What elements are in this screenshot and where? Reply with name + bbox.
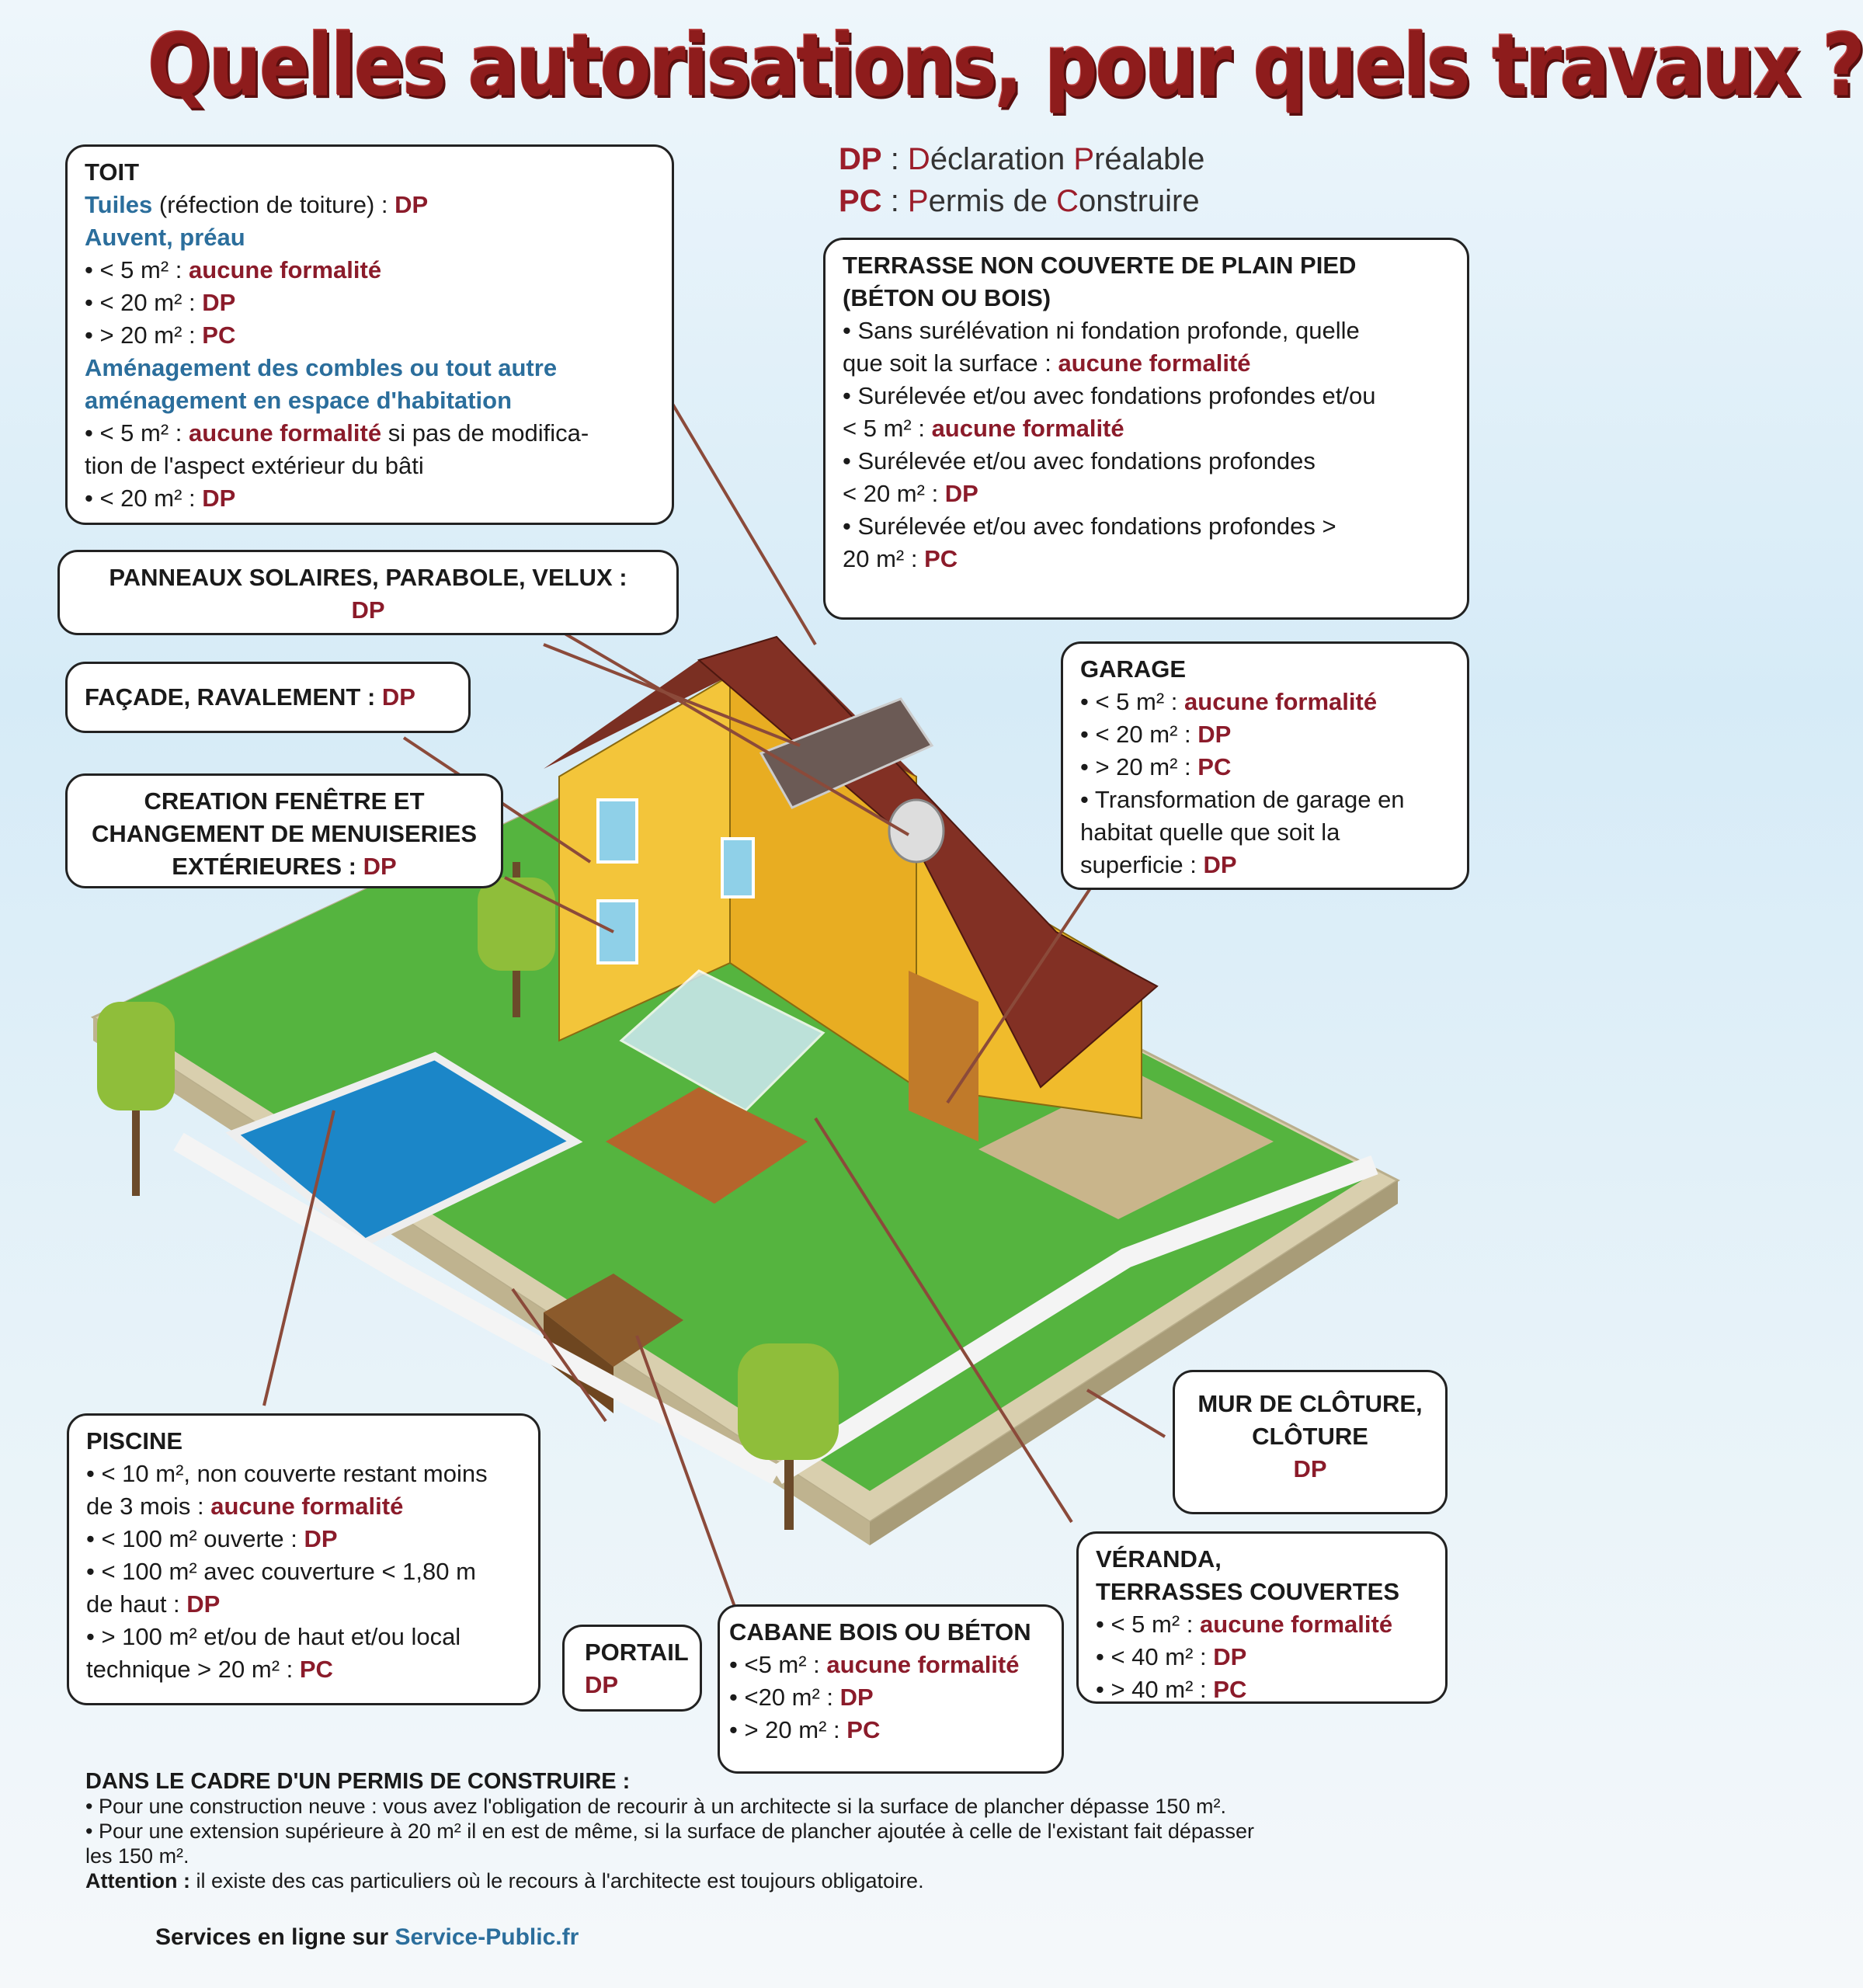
box-toit: TOIT Tuiles (réfection de toiture) : DP Auvent, préau • < 5 m² : aucune formalité • < 20 m² : DP • > 20 m² : PC Aménagement des combles ou tout autre aménagement en espace d'habitation • < 5 m² : aucune formalité si pas de modifica- tion de l'aspect extérieur du bâti • < 20 m² : DP [65, 144, 674, 525]
box-fenetre: CREATION FENÊTRE ET CHANGEMENT DE MENUISERIES EXTÉRIEURES : DP [65, 773, 503, 888]
footer: Services en ligne sur Service-Public.fr [155, 1924, 579, 1950]
box-terrasse: TERRASSE NON COUVERTE DE PLAIN PIED (BÉTON OU BOIS) • Sans surélévation ni fondation profonde, quelle que soit la surface : aucune formalité • Surélevée et/ou avec fondations profondes et/ou < 5 m² : aucune formalité • Surélevée et/ou avec fondations profondes < 20 m² : DP • Surélevée et/ou avec fondations profondes > 20 m² : PC [823, 238, 1469, 620]
box-cloture: MUR DE CLÔTURE, CLÔTURE DP [1173, 1370, 1448, 1514]
box-panneaux: PANNEAUX SOLAIRES, PARABOLE, VELUX : DP [57, 550, 679, 635]
box-veranda: VÉRANDA, TERRASSES COUVERTES • < 5 m² : aucune formalité • < 40 m² : DP • > 40 m² : PC [1076, 1531, 1448, 1704]
box-portail: PORTAIL DP [562, 1625, 702, 1712]
box-piscine: PISCINE • < 10 m², non couverte restant moins de 3 mois : aucune formalité • < 100 m² ouverte : DP • < 100 m² avec couverture < 1,80 m de haut : DP • > 100 m² et/ou de haut et/ou local technique > 20 m² : PC [67, 1413, 540, 1705]
box-cabane: CABANE BOIS OU BÉTON • <5 m² : aucune formalité • <20 m² : DP • > 20 m² : PC [718, 1604, 1064, 1774]
service-public-link[interactable]: Service-Public.fr [394, 1924, 579, 1950]
page-title: Quelles autorisations, pour quels travaux ? [148, 16, 1863, 116]
box-facade: FAÇADE, RAVALEMENT : DP [65, 662, 471, 733]
legend-pc: PC : Permis de Construire [839, 184, 1200, 218]
legend [839, 138, 1204, 222]
architect-notice: DANS LE CADRE D'UN PERMIS DE CONSTRUIRE : • Pour une construction neuve : vous avez l'obligation de recourir à un architecte si la surface de plancher dépasse 150 m². • Pour une extension supérieure à 20 m² il en est de même, si la surface de plancher ajoutée à celle de l'existant fait dépasser les 150 m². Attention : il existe des cas particuliers où le recours à l'architecte est toujours obligatoire. [85, 1769, 1254, 1892]
box-garage: GARAGE • < 5 m² : aucune formalité • < 20 m² : DP • > 20 m² : PC • Transformation de garage en habitat quelle que soit la superficie : DP [1061, 641, 1469, 890]
legend-dp: DP : Déclaration Préalable [839, 142, 1205, 176]
